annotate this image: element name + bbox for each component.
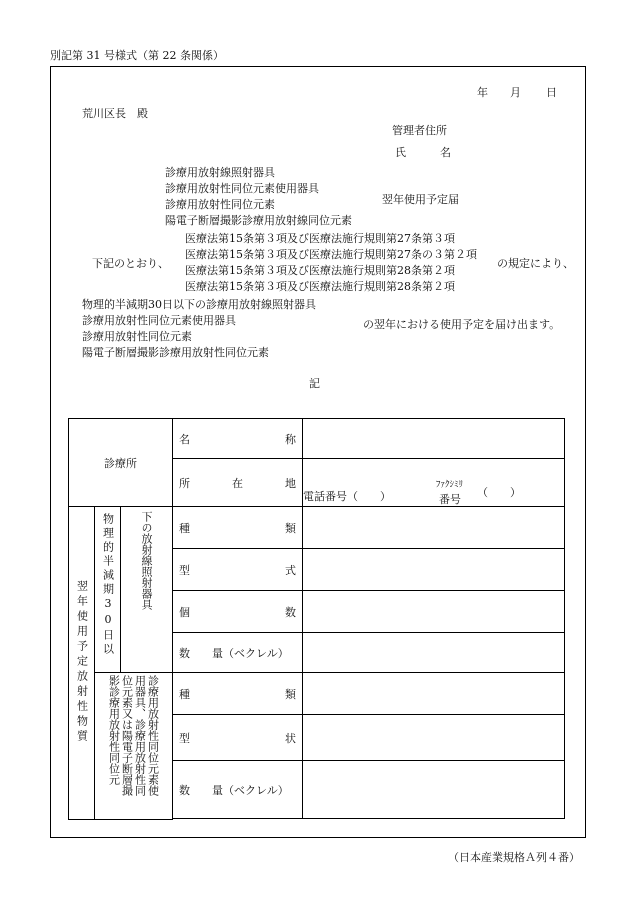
sub1-label-a: 物理的半減期30日以 (95, 507, 121, 673)
equipment-item: 陽電子断層撮影診療用放射線同位元素 (165, 214, 352, 227)
date-month: 月 (510, 86, 521, 99)
equipment-item: 診療用放射性同位元素 (82, 330, 192, 343)
equipment-item: 診療用放射性同位元素 (165, 198, 275, 211)
name-label-a: 名 (179, 432, 191, 446)
model-label-b: 式 (285, 563, 297, 577)
kind-label-a: 種 (179, 521, 191, 535)
closing-text: の翌年における使用予定を届け出ます。 (363, 318, 561, 331)
applicant-address-label: 管理者住所 (392, 124, 447, 137)
shape-label-a: 型 (179, 731, 191, 745)
addressee: 荒川区長 殿 (82, 107, 148, 120)
shape-label-cell (173, 715, 303, 761)
quantity-input-1[interactable] (303, 633, 565, 673)
notice-title: 翌年使用予定届 (382, 193, 459, 206)
location-label-c: 地 (285, 476, 297, 490)
applicant-name-label-1: 氏 (395, 146, 406, 159)
quantity-label-2: 数 量（ベクレル） (173, 761, 303, 819)
sub2-line-a: 診療用放射性同位元素使 (146, 675, 160, 796)
fax-label-1: ﾌｧｸｼﾐﾘ (436, 480, 464, 490)
table-row (69, 419, 565, 459)
equipment-item: 診療用放射性同位元素使用器具 (165, 182, 319, 195)
quantity-input-2[interactable] (303, 761, 565, 819)
table-row (69, 507, 565, 549)
count-label-cell (173, 591, 303, 633)
kind-input[interactable] (303, 507, 565, 549)
model-label-cell (173, 549, 303, 591)
registration-table (68, 418, 565, 820)
substance-section-label: 翌年使用予定放射性物質 (69, 507, 95, 820)
by-provision-text: の規定により、 (497, 257, 574, 270)
kind-label-b: 類 (285, 687, 297, 701)
equipment-list-1 (165, 165, 352, 229)
equipment-item: 物理的半減期30日以下の診療用放射線照射器具 (82, 298, 316, 311)
name-input[interactable] (303, 419, 565, 459)
law-ref: 医療法第15条第３項及び医療法施行規則第27条第３項 (185, 232, 455, 245)
name-label-cell (173, 419, 303, 459)
sub2-line-d: 影診療用放射性同位元 (107, 675, 121, 785)
sub1-label-b: 下の放射線照射器具 (121, 507, 173, 673)
quantity-label-1: 数 量（ベクレル） (173, 633, 303, 673)
applicant-name-label-2: 名 (440, 146, 451, 159)
location-input[interactable] (303, 459, 565, 507)
kind-label-cell-2 (173, 673, 303, 715)
kind-label-b: 類 (285, 521, 297, 535)
equipment-list-2 (82, 297, 316, 361)
fax-label-2: 番号 (439, 493, 462, 506)
footer-note: （日本産業規格Ａ列４番） (448, 851, 580, 864)
date-year: 年 (477, 86, 488, 99)
kind-label-a: 種 (179, 687, 191, 701)
count-label-a: 個 (179, 605, 191, 619)
location-label-b: 在 (232, 476, 244, 490)
ki-label: 記 (309, 377, 320, 390)
table-row (69, 673, 565, 715)
count-input[interactable] (303, 591, 565, 633)
law-ref: 医療法第15条第３項及び医療法施行規則第28条第２項 (185, 264, 455, 277)
law-references (185, 231, 477, 295)
shape-input[interactable] (303, 715, 565, 761)
shape-label-b: 状 (285, 731, 297, 745)
kind-label-cell (173, 507, 303, 549)
equipment-item: 診療用放射性同位元素使用器具 (82, 314, 236, 327)
model-input[interactable] (303, 549, 565, 591)
count-label-b: 数 (285, 605, 297, 619)
date-day: 日 (546, 86, 557, 99)
sub2-label (95, 673, 173, 820)
location-label-cell (173, 459, 303, 507)
kind-input-2[interactable] (303, 673, 565, 715)
sub2-line-b: 用器具、診療用放射性同 (133, 675, 147, 796)
fax-paren: （ ） (477, 486, 522, 499)
law-ref: 医療法第15条第３項及び医療法施行規則第28条第２項 (185, 280, 455, 293)
equipment-item: 診療用放射線照射器具 (165, 166, 275, 179)
intro-text: 下記のとおり、 (92, 257, 169, 270)
phone-label: 電話番号（ ） (303, 490, 392, 503)
equipment-item: 陽電子断層撮影診療用放射性同位元素 (82, 346, 269, 359)
clinic-label: 診療所 (69, 419, 173, 507)
location-label-a: 所 (179, 476, 191, 490)
sub2-line-c: 位元素又は陽電子断層撮 (120, 675, 134, 796)
name-label-b: 称 (285, 432, 297, 446)
law-ref: 医療法第15条第３項及び医療法施行規則第27条の３第２項 (185, 248, 477, 261)
form-title: 別記第 31 号様式（第 22 条関係） (50, 49, 224, 62)
model-label-a: 型 (179, 563, 191, 577)
